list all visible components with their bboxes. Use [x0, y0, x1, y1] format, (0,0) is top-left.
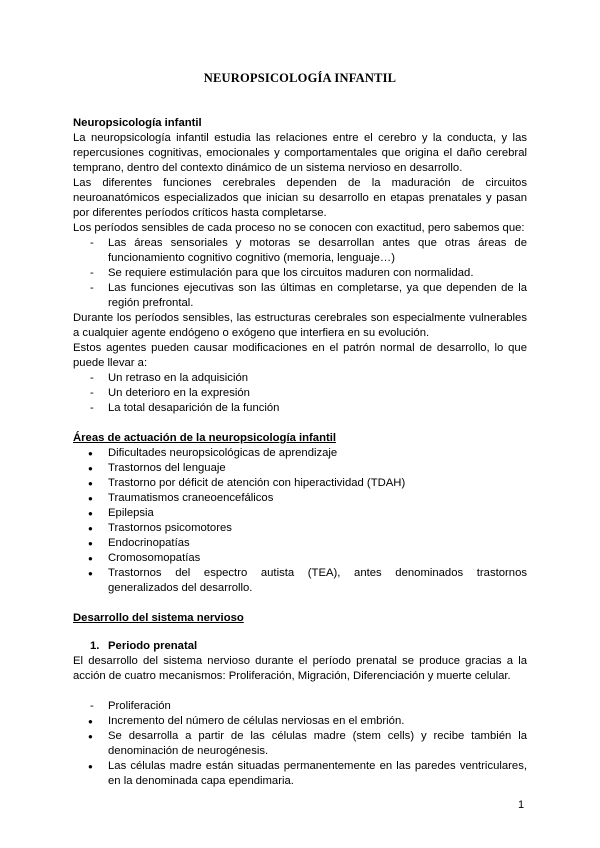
list-item: - Un deterioro en la expresión — [73, 386, 527, 401]
list-item: ● Trastornos psicomotores — [73, 521, 527, 536]
list-item: ● Epilepsia — [73, 506, 527, 521]
list-item: - Las áreas sensoriales y motoras se desarrollan antes que otras áreas de funcionamiento cognitivo cognitivo (memoria, lenguaje…) — [73, 236, 527, 266]
paragraph: Los períodos sensibles de cada proceso no se conocen con exactitud, pero sabemos que: — [73, 222, 525, 234]
list-item: ● Incremento del número de células nerviosas en el embrión. — [73, 714, 527, 729]
paragraph: Durante los períodos sensibles, las estructuras cerebrales son especialmente vulnerables a cualquier agente endógeno o exógeno que interfiera en su evolución. — [73, 312, 527, 339]
list-item: ● Trastornos del lenguaje — [73, 461, 527, 476]
list-item: ● Endocrinopatías — [73, 536, 527, 551]
heading-number: 1. — [90, 640, 100, 652]
page-number: 1 — [518, 799, 525, 811]
paragraph: El desarrollo del sistema nervioso durante el período prenatal se produce gracias a la acción de cuatro mecanismos: Proliferación, Migración, Diferenciación y muerte celular. — [73, 655, 527, 682]
document-title: NEUROPSICOLOGÍA INFANTIL — [203, 71, 397, 85]
numbered-heading-prenatal — [73, 639, 527, 654]
document-body — [73, 116, 527, 789]
heading-text: Periodo prenatal — [108, 640, 198, 652]
section-heading-neuropsicologia: Neuropsicología infantil — [73, 117, 202, 129]
list-item: ● Trastorno por déficit de atención con hiperactividad (TDAH) — [73, 476, 527, 491]
paragraph: Estos agentes pueden causar modificaciones en el patrón normal de desarrollo, lo que puede llevar a: — [73, 342, 527, 369]
list-item: ● Traumatismos craneoencefálicos — [73, 491, 527, 506]
list-item: ● Se desarrolla a partir de las células madre (stem cells) y recibe también la denominación de neurogénesis. — [73, 729, 527, 759]
section-heading-areas: Áreas de actuación de la neuropsicología infantil — [73, 432, 337, 444]
list-item: - Se requiere estimulación para que los circuitos maduren con normalidad. — [73, 266, 527, 281]
bullet-list-proliferacion — [73, 714, 527, 789]
paragraph: La neuropsicología infantil estudia las relaciones entre el cerebro y la conducta, y las repercusiones cognitivas, emocionales y comportamentales que origina el daño cerebral temprano, dentro del contexto dinámico de un sistema nervioso en desarrollo. — [73, 132, 527, 174]
list-item: - Proliferación — [73, 699, 527, 714]
list-item: - Un retraso en la adquisición — [73, 371, 527, 386]
list-item: ● Dificultades neuropsicológicas de aprendizaje — [73, 446, 527, 461]
list-item: ● Cromosomopatías — [73, 551, 527, 566]
list-item: - La total desaparición de la función — [73, 401, 527, 416]
list-item: - Las funciones ejecutivas son las últimas en completarse, ya que dependen de la región prefrontal. — [73, 281, 527, 311]
section-heading-desarrollo: Desarrollo del sistema nervioso — [73, 612, 244, 624]
dash-list-periods — [73, 236, 527, 311]
dash-list-effects — [73, 371, 527, 416]
dash-list-proliferacion — [73, 699, 527, 714]
list-item: ● Trastornos del espectro autista (TEA), antes denominados trastornos generalizados del desarrollo. — [73, 566, 527, 596]
bullet-list-areas — [73, 446, 527, 596]
paragraph: Las diferentes funciones cerebrales dependen de la maduración de circuitos neuroanatómicos especializados que inician su desarrollo en etapas prenatales y pasan por diferentes períodos críticos hasta completarse. — [73, 177, 527, 219]
list-item: ● Las células madre están situadas permanentemente en las paredes ventriculares, en la denominada capa ependimaria. — [73, 759, 527, 789]
